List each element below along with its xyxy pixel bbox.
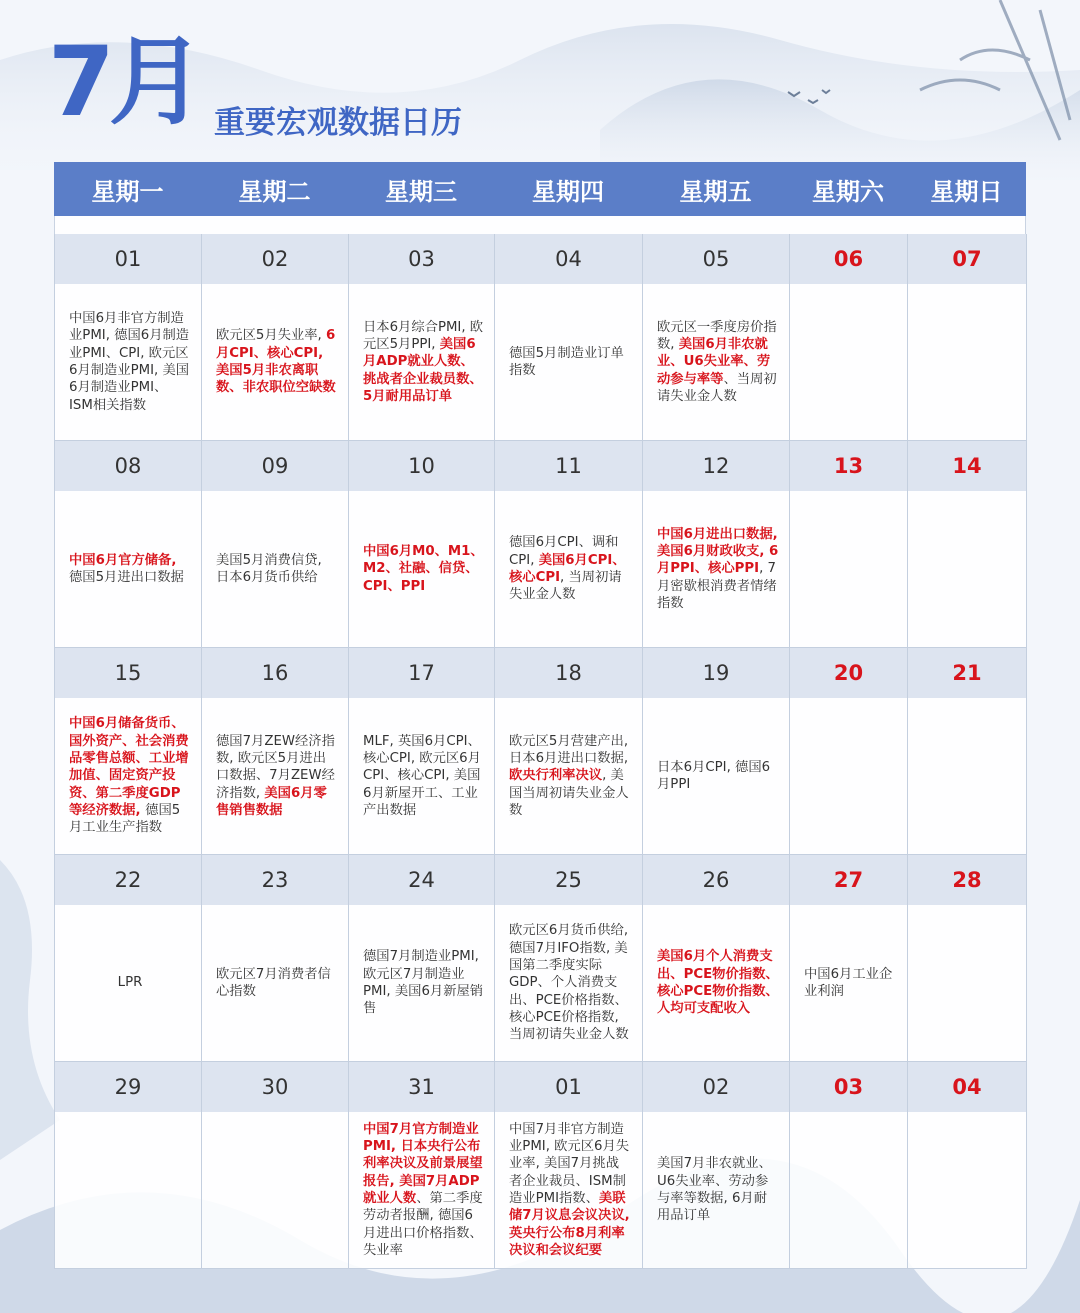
- calendar-cell: [202, 1062, 349, 1269]
- event-text: 中国6月非官方制造业PMI, 德国6月制造业PMI、CPI, 欧元区6月制造业PMI, 美国6月制造业PMI、ISM相关指数: [69, 311, 190, 413]
- event-text: 德国7月制造业PMI, 欧元区7月制造业PMI, 美国6月新屋销售: [363, 949, 484, 1017]
- event-note: [643, 284, 789, 440]
- event-note: [349, 698, 494, 854]
- event-text: 欧元区5月营建产出, 日本6月进出口数据,: [509, 733, 629, 767]
- event-text: 德国5月制造业订单指数: [509, 345, 624, 378]
- calendar-cell: [495, 234, 643, 441]
- event-note: [495, 905, 642, 1061]
- calendar-cell: [908, 234, 1027, 441]
- day-number: 12: [643, 441, 789, 491]
- event-text: 日本6月综合PMI, 欧元区5月PPI,: [363, 319, 484, 353]
- event-note: [55, 1112, 201, 1268]
- event-text-highlight: 6月CPI、核心CPI, 美国5月非农离职数、非农职位空缺数: [216, 328, 336, 396]
- calendar-cell: [790, 1062, 908, 1269]
- event-note: [349, 491, 494, 647]
- event-note: [55, 284, 201, 440]
- calendar-cell: [349, 648, 495, 855]
- day-number: 03: [349, 234, 494, 284]
- day-number: 05: [643, 234, 789, 284]
- day-number: 03: [790, 1062, 907, 1112]
- calendar-cell: [349, 441, 495, 648]
- calendar-cell: [908, 855, 1027, 1062]
- day-number: 07: [908, 234, 1026, 284]
- calendar-cell: [643, 855, 790, 1062]
- calendar-cell: [643, 234, 790, 441]
- event-text: 、第二季度劳动者报酬, 德国6月进出口价格指数、失业率: [363, 1191, 483, 1258]
- calendar-cell: [908, 648, 1027, 855]
- day-number: 11: [495, 441, 642, 491]
- calendar-cell: [202, 441, 349, 648]
- event-note: [202, 905, 348, 1061]
- calendar-cell: [790, 234, 908, 441]
- event-note: [908, 698, 1026, 854]
- day-number: 20: [790, 648, 907, 698]
- event-text-highlight: 中国6月储备货币、国外资产、社会消费品零售总额、工业增加值、固定资产投资、第二季度GDP等经济数据,: [69, 716, 189, 818]
- page-subtitle: 重要宏观数据日历: [214, 105, 462, 141]
- event-text-highlight: 美国6月个人消费支出、PCE物价指数、核心PCE物价指数、人均可支配收入: [657, 949, 779, 1017]
- event-note: [790, 284, 907, 440]
- event-text: 欧元区一季度房价指数,: [657, 319, 777, 353]
- calendar-cell: [55, 648, 202, 855]
- calendar-cell: [495, 441, 643, 648]
- day-number: 18: [495, 648, 642, 698]
- calendar-cell: [349, 234, 495, 441]
- day-number: 17: [349, 648, 494, 698]
- event-text: , 7月密歇根消费者情绪指数: [657, 561, 777, 611]
- calendar-cell: [495, 855, 643, 1062]
- event-text-highlight: 中国7月官方制造业PMI, 日本央行公布利率决议及前景展望报告, 美国7月ADP就业人数: [363, 1121, 483, 1206]
- header-spacer: [54, 216, 1026, 234]
- event-text: 美国5月消费信贷, 日本6月货币供给: [216, 552, 322, 585]
- event-note: [495, 491, 642, 647]
- event-text-highlight: 中国6月进出口数据, 美国6月财政收支, 6月PPI、核心PPI: [657, 526, 779, 577]
- day-number: 02: [202, 234, 348, 284]
- day-number: 29: [55, 1062, 201, 1112]
- event-text: 德国7月ZEW经济指数, 欧元区5月进出口数据、7月ZEW经济指数,: [216, 733, 335, 801]
- event-note: [908, 905, 1026, 1061]
- event-note: [349, 284, 494, 440]
- event-note: [202, 698, 348, 854]
- day-number: 31: [349, 1062, 494, 1112]
- event-text-highlight: 美国6月非农就业、U6失业率、劳动参与率等: [657, 337, 771, 387]
- event-note: [908, 491, 1026, 647]
- day-number: 10: [349, 441, 494, 491]
- weekday-thu: 星期四: [532, 177, 604, 206]
- event-text: , 美国当周初请失业金人数: [509, 768, 629, 818]
- day-number: 04: [495, 234, 642, 284]
- event-note: [643, 698, 789, 854]
- calendar-grid: [54, 234, 1026, 1269]
- day-number: 19: [643, 648, 789, 698]
- weekday-tue: 星期二: [238, 177, 311, 206]
- calendar-cell: [790, 441, 908, 648]
- calendar-cell: [495, 648, 643, 855]
- event-note: [790, 491, 907, 647]
- event-text-highlight: 欧央行利率决议: [509, 768, 603, 784]
- day-number: 09: [202, 441, 348, 491]
- day-number: 28: [908, 855, 1026, 905]
- event-text-highlight: 中国6月M0、M1、M2、社融、信贷、CPI、PPI: [363, 544, 484, 594]
- day-number: 24: [349, 855, 494, 905]
- weekday-mon: 星期一: [91, 177, 164, 206]
- event-text: LPR: [117, 975, 143, 991]
- event-note: [790, 1112, 907, 1268]
- weekday-header: [54, 162, 1026, 216]
- page-title-month: 7月: [48, 26, 199, 138]
- day-number: 27: [790, 855, 907, 905]
- event-text-highlight: 中国6月官方储备,: [69, 552, 177, 568]
- event-text: 德国5月工业生产指数: [69, 802, 181, 836]
- day-number: 02: [643, 1062, 789, 1112]
- day-number: 01: [55, 234, 201, 284]
- event-note: [349, 905, 494, 1061]
- event-text: 德国6月CPI、调和CPI,: [509, 535, 619, 568]
- calendar-cell: [349, 855, 495, 1062]
- event-note: [790, 905, 907, 1061]
- day-number: 06: [790, 234, 907, 284]
- day-number: 08: [55, 441, 201, 491]
- event-text: 欧元区6月货币供给, 德国7月IFO指数, 美国第二季度实际GDP、个人消费支出、PCE价格指数、核心PCE价格指数, 当周初请失业金人数: [509, 923, 629, 1043]
- calendar-cell: [790, 648, 908, 855]
- day-number: 16: [202, 648, 348, 698]
- event-text: 日本6月CPI, 德国6月PPI: [657, 759, 771, 792]
- calendar-cell: [643, 648, 790, 855]
- weekday-sat: 星期六: [812, 177, 884, 206]
- calendar: [54, 162, 1026, 1269]
- event-note: [495, 1112, 642, 1268]
- day-number: 23: [202, 855, 348, 905]
- event-note: [790, 698, 907, 854]
- event-text: 美国7月非农就业、U6失业率、劳动参与率等数据, 6月耐用品订单: [657, 1156, 772, 1224]
- event-note: [643, 1112, 789, 1268]
- day-number: 26: [643, 855, 789, 905]
- event-note: [55, 698, 201, 854]
- event-text: MLF, 英国6月CPI、核心CPI, 欧元区6月CPI、核心CPI, 美国6月新屋开工、工业产出数据: [363, 733, 481, 818]
- event-note: [202, 491, 348, 647]
- event-text: 欧元区5月失业率,: [216, 328, 326, 344]
- calendar-cell: [908, 441, 1027, 648]
- day-number: 01: [495, 1062, 642, 1112]
- event-text: 、当周初请失业金人数: [657, 371, 777, 404]
- calendar-cell: [349, 1062, 495, 1269]
- calendar-cell: [643, 441, 790, 648]
- event-text-highlight: 美国6月零售销售数据: [216, 785, 327, 818]
- event-note: [908, 284, 1026, 440]
- weekday-wed: 星期三: [385, 177, 457, 206]
- event-text: 中国6月工业企业利润: [804, 966, 893, 999]
- event-note: [349, 1112, 494, 1268]
- calendar-cell: [908, 1062, 1027, 1269]
- calendar-cell: [55, 234, 202, 441]
- event-text-highlight: 美国6月ADP就业人数、挑战者企业裁员数、5月耐用品订单: [363, 337, 483, 404]
- day-number: 04: [908, 1062, 1026, 1112]
- event-text: 中国7月非官方制造业PMI, 欧元区6月失业率, 美国7月挑战者企业裁员、ISM制造业PMI指数、: [509, 1121, 630, 1206]
- event-note: [495, 284, 642, 440]
- weekday-sun: 星期日: [930, 177, 1003, 206]
- event-note: [643, 905, 789, 1061]
- calendar-cell: [202, 855, 349, 1062]
- calendar-cell: [55, 1062, 202, 1269]
- calendar-cell: [790, 855, 908, 1062]
- event-note: [495, 698, 642, 854]
- weekday-fri: 星期五: [679, 177, 752, 206]
- calendar-cell: [643, 1062, 790, 1269]
- day-number: 21: [908, 648, 1026, 698]
- day-number: 13: [790, 441, 907, 491]
- event-note: [202, 1112, 348, 1268]
- event-note: [643, 491, 789, 647]
- event-note: [55, 491, 201, 647]
- calendar-cell: [202, 648, 349, 855]
- day-number: 30: [202, 1062, 348, 1112]
- calendar-cell: [55, 855, 202, 1062]
- event-note: [202, 284, 348, 440]
- event-text: , 当周初请失业金人数: [509, 570, 622, 603]
- day-number: 22: [55, 855, 201, 905]
- day-number: 15: [55, 648, 201, 698]
- day-number: 14: [908, 441, 1026, 491]
- event-text: 德国5月进出口数据: [69, 570, 184, 585]
- event-note: [55, 905, 201, 1061]
- event-note: [908, 1112, 1026, 1268]
- event-text: 欧元区7月消费者信心指数: [216, 966, 331, 999]
- calendar-cell: [202, 234, 349, 441]
- calendar-cell: [495, 1062, 643, 1269]
- day-number: 25: [495, 855, 642, 905]
- calendar-cell: [55, 441, 202, 648]
- event-text-highlight: 美联储7月议息会议决议, 英央行公布8月利率决议和会议纪要: [509, 1191, 630, 1258]
- event-text-highlight: 美国6月CPI、核心CPI: [509, 552, 626, 585]
